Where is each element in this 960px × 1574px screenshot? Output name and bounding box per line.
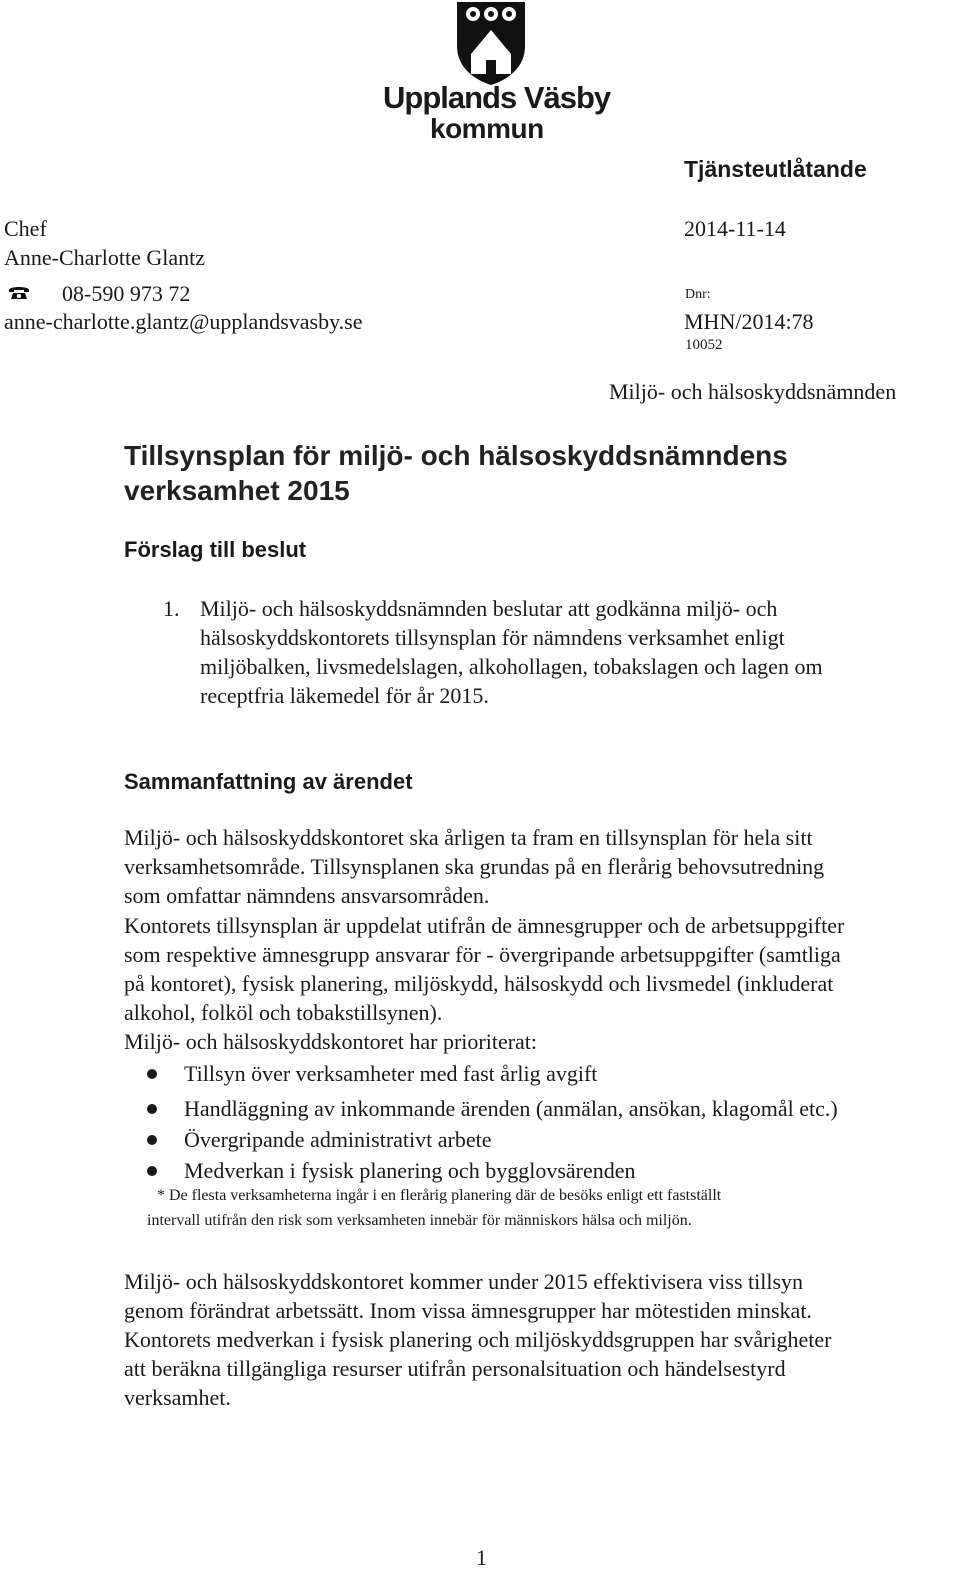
footnote-line-1: * De flesta verksamheterna ingår i en flerårig planering där de besöks enligt ett fastställt <box>157 1187 722 1204</box>
document-type: Tjänsteutlåtande <box>684 156 867 182</box>
priority-list <box>124 1058 838 1186</box>
sender-phone: 08-590 973 72 <box>62 281 191 306</box>
summary-para1-line-3: som omfattar nämndens ansvarsområden. <box>124 883 490 908</box>
footnote-line-2: intervall utifrån den risk som verksamheten innebär för människors hälsa och miljön. <box>147 1212 692 1229</box>
phone-icon <box>8 284 30 300</box>
summary-para3-line-4: att beräkna tillgängliga resurser utifrån personalsituation och händelsestyrd <box>124 1356 786 1381</box>
priority-intro: Miljö- och hälsoskyddskontoret har prioriterat: <box>124 1029 538 1054</box>
summary-para2-line-1: Kontorets tillsynsplan är uppdelat utifrån de ämnesgrupper och de arbetsuppgifter <box>124 913 845 938</box>
sender-email[interactable]: anne-charlotte.glantz@upplandsvasby.se <box>4 309 363 334</box>
page-title-line-1: Tillsynsplan för miljö- och hälsoskyddsnämndens <box>124 440 788 471</box>
list-item: Övergripande administrativt arbete <box>124 1124 838 1155</box>
list-item: Handläggning av inkommande ärenden (anmälan, ansökan, klagomål etc.) <box>124 1093 838 1124</box>
page-title-line-2: verksamhet 2015 <box>124 475 350 506</box>
municipality-logo <box>455 0 527 86</box>
summary-para1-line-1: Miljö- och hälsoskyddskontoret ska årligen ta fram en tillsynsplan för hela sitt <box>124 825 813 850</box>
proposal-line-1: Miljö- och hälsoskyddsnämnden beslutar att godkänna miljö- och <box>200 596 778 621</box>
summary-para1-line-2: verksamhetsområde. Tillsynsplanen ska grundas på en flerårig behovsutredning <box>124 854 825 879</box>
summary-heading: Sammanfattning av ärendet <box>124 769 413 794</box>
dnr-label: Dnr: <box>685 287 711 302</box>
bullet-icon <box>147 1166 157 1176</box>
summary-para2-line-4: alkohol, folköl och tobakstillsynen). <box>124 1000 443 1025</box>
dnr-sub-number: 10052 <box>685 337 723 353</box>
bullet-icon <box>147 1104 157 1114</box>
proposal-number: 1. <box>163 596 180 621</box>
logo-wordmark: Upplands Väsby <box>383 80 611 115</box>
summary-para2-line-3: på kontoret), fysisk planering, miljöskydd, hälsoskydd och livsmedel (inkluderat <box>124 971 834 996</box>
list-item: Tillsyn över verksamheter med fast årlig avgift <box>124 1058 838 1089</box>
dnr-number: MHN/2014:78 <box>684 309 814 334</box>
list-item: Medverkan i fysisk planering och bygglovsärenden <box>124 1155 838 1186</box>
document-date: 2014-11-14 <box>684 216 786 241</box>
summary-para3-line-2: genom förändrat arbetssätt. Inom vissa ämnesgrupper har mötestiden minskat. <box>124 1298 812 1323</box>
recipient: Miljö- och hälsoskyddsnämnden <box>609 379 897 404</box>
proposal-line-4: receptfria läkemedel för år 2015. <box>200 683 489 708</box>
proposal-line-3: miljöbalken, livsmedelslagen, alkohollagen, tobakslagen och lagen om <box>200 654 823 679</box>
bullet-icon <box>147 1069 157 1079</box>
proposal-line-2: hälsoskyddskontorets tillsynsplan för nämndens verksamhet enligt <box>200 625 785 650</box>
summary-para3-line-5: verksamhet. <box>124 1385 231 1410</box>
sender-name: Anne-Charlotte Glantz <box>4 245 205 270</box>
bullet-icon <box>147 1135 157 1145</box>
logo-subtitle: kommun <box>430 113 544 144</box>
proposal-heading: Förslag till beslut <box>124 537 307 562</box>
page-number: 1 <box>476 1545 487 1570</box>
coat-of-arms-icon <box>455 0 527 86</box>
summary-para2-line-2: som respektive ämnesgrupp ansvarar för - övergripande arbetsuppgifter (samtliga <box>124 942 841 967</box>
summary-para3-line-1: Miljö- och hälsoskyddskontoret kommer under 2015 effektivisera viss tillsyn <box>124 1269 804 1294</box>
sender-role: Chef <box>4 216 47 241</box>
summary-para3-line-3: Kontorets medverkan i fysisk planering och miljöskyddsgruppen har svårigheter <box>124 1327 832 1352</box>
